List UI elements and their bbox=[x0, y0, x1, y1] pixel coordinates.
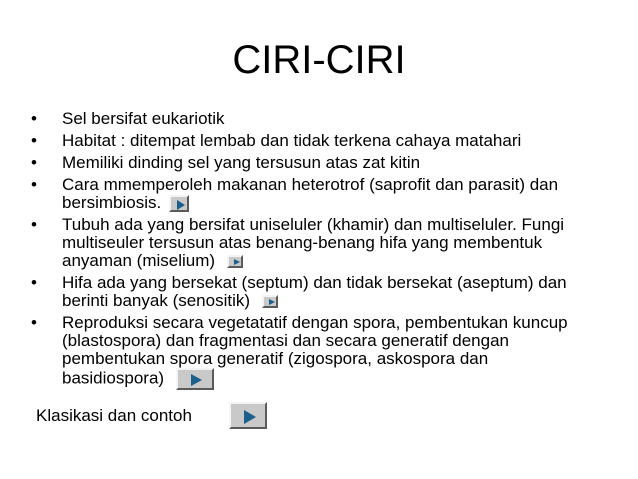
bullet-dot: • bbox=[31, 175, 37, 194]
slide-title: CIRI-CIRI bbox=[232, 38, 406, 82]
bullet-text: Hifa ada yang bersekat (septum) dan tidak bersekat (aseptum) dan bbox=[62, 273, 567, 293]
bullet-item bbox=[31, 132, 611, 150]
nav-button-miselium[interactable] bbox=[227, 255, 243, 268]
bullet-dot: • bbox=[31, 313, 37, 333]
bullet-text: Sel bersifat eukariotik bbox=[62, 109, 225, 128]
bullet-item bbox=[31, 154, 611, 172]
bullet-dot: • bbox=[31, 215, 37, 235]
bullet-item bbox=[31, 314, 611, 390]
bullet-list bbox=[31, 110, 611, 394]
bullet-text: anyaman (miselium) bbox=[62, 251, 216, 271]
bullet-item bbox=[31, 176, 611, 212]
bullet-text: basidiospora) bbox=[62, 368, 165, 388]
bullet-item bbox=[31, 110, 611, 128]
bullet-item bbox=[31, 216, 611, 270]
bullet-dot: • bbox=[31, 109, 37, 128]
bullet-text: multiseuler tersusun atas benang-benang hifa yang membentuk bbox=[62, 233, 543, 253]
play-triangle-icon bbox=[177, 200, 185, 210]
bullet-dot: • bbox=[31, 273, 37, 293]
bullet-dot: • bbox=[31, 131, 37, 150]
bullet-text: (blastospora) dan fragmentasi dan secara generatif dengan bbox=[62, 331, 510, 351]
bullet-text: Cara mmemperoleh makanan heterotrof (saprofit dan parasit) dan bbox=[62, 175, 559, 194]
bullet-text: pembentukan spora generatif (zigospora, askospora dan bbox=[62, 349, 489, 369]
nav-button-reproduksi[interactable] bbox=[176, 368, 214, 390]
nav-button-senositik[interactable] bbox=[262, 295, 278, 308]
play-triangle-icon bbox=[269, 299, 275, 305]
bullet-text: Memiliki dinding sel yang tersusun atas zat kitin bbox=[62, 153, 421, 172]
footer-link-text: Klasikasi dan contoh bbox=[36, 406, 192, 425]
bullet-text: Reproduksi secara vegetatatif dengan spora, pembentukan kuncup bbox=[62, 313, 568, 333]
bullet-text: bersimbiosis. bbox=[62, 193, 162, 212]
bullet-item bbox=[31, 274, 611, 310]
play-triangle-icon bbox=[244, 410, 256, 424]
bullet-text: Habitat : ditempat lembab dan tidak terkena cahaya matahari bbox=[62, 131, 522, 150]
nav-button-klasifikasi[interactable] bbox=[229, 402, 267, 429]
play-triangle-icon bbox=[191, 374, 202, 386]
bullet-dot: • bbox=[31, 153, 37, 172]
bullet-text: Tubuh ada yang bersifat uniseluler (khamir) dan multiseluler. Fungi bbox=[62, 215, 565, 235]
nav-button-symbiosis[interactable] bbox=[169, 195, 189, 212]
bullet-text: berinti banyak (senositik) bbox=[62, 291, 251, 311]
play-triangle-icon bbox=[234, 259, 240, 265]
